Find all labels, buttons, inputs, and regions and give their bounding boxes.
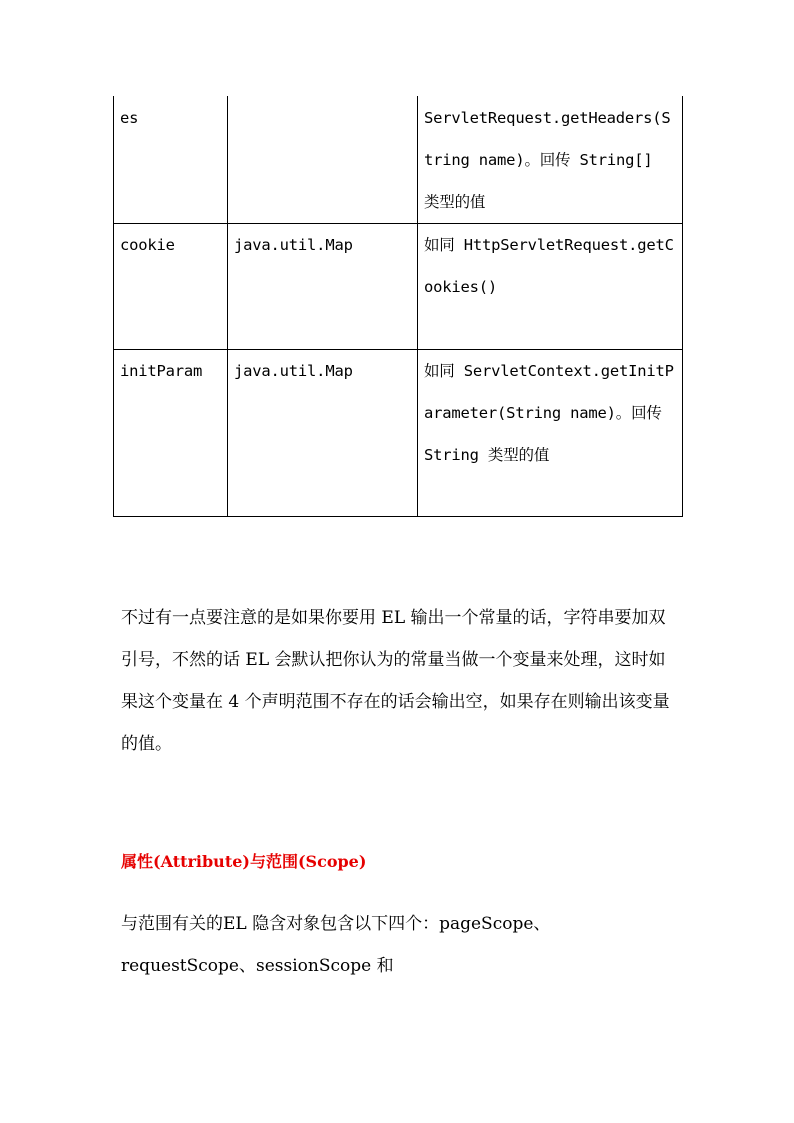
object-name-cell: cookie xyxy=(114,224,228,350)
el-constant-note-paragraph: 不过有一点要注意的是如果你要用 EL 输出一个常量的话，字符串要加双引号，不然的话 EL 会默认把你认为的常量当做一个变量来处理，这时如果这个变量在 4 个声明范围不存在的话会输出空，如果存在则输出该变量的值。 xyxy=(121,608,670,754)
table-row xyxy=(114,224,683,350)
object-description-cell: ServletRequest.getHeaders(String name)。回传 String[] 类型的值 xyxy=(418,96,683,224)
object-name-cell: initParam xyxy=(114,350,228,517)
object-type-cell: java.util.Map xyxy=(228,224,418,350)
object-name-cell: es xyxy=(114,96,228,224)
implicit-objects-table xyxy=(113,96,683,517)
table-row xyxy=(114,96,683,224)
object-description-cell: 如同 HttpServletRequest.getCookies() xyxy=(418,224,683,350)
object-type-cell xyxy=(228,96,418,224)
object-description-cell: 如同 ServletContext.getInitParameter(String name)。回传 String 类型的值 xyxy=(418,350,683,517)
section-heading: 属性(Attribute)与范围(Scope) xyxy=(121,852,367,871)
object-type-cell: java.util.Map xyxy=(228,350,418,517)
scope-objects-paragraph: 与范围有关的EL 隐含对象包含以下四个：pageScope、requestScope、sessionScope 和 xyxy=(121,914,551,976)
table-row xyxy=(114,350,683,517)
